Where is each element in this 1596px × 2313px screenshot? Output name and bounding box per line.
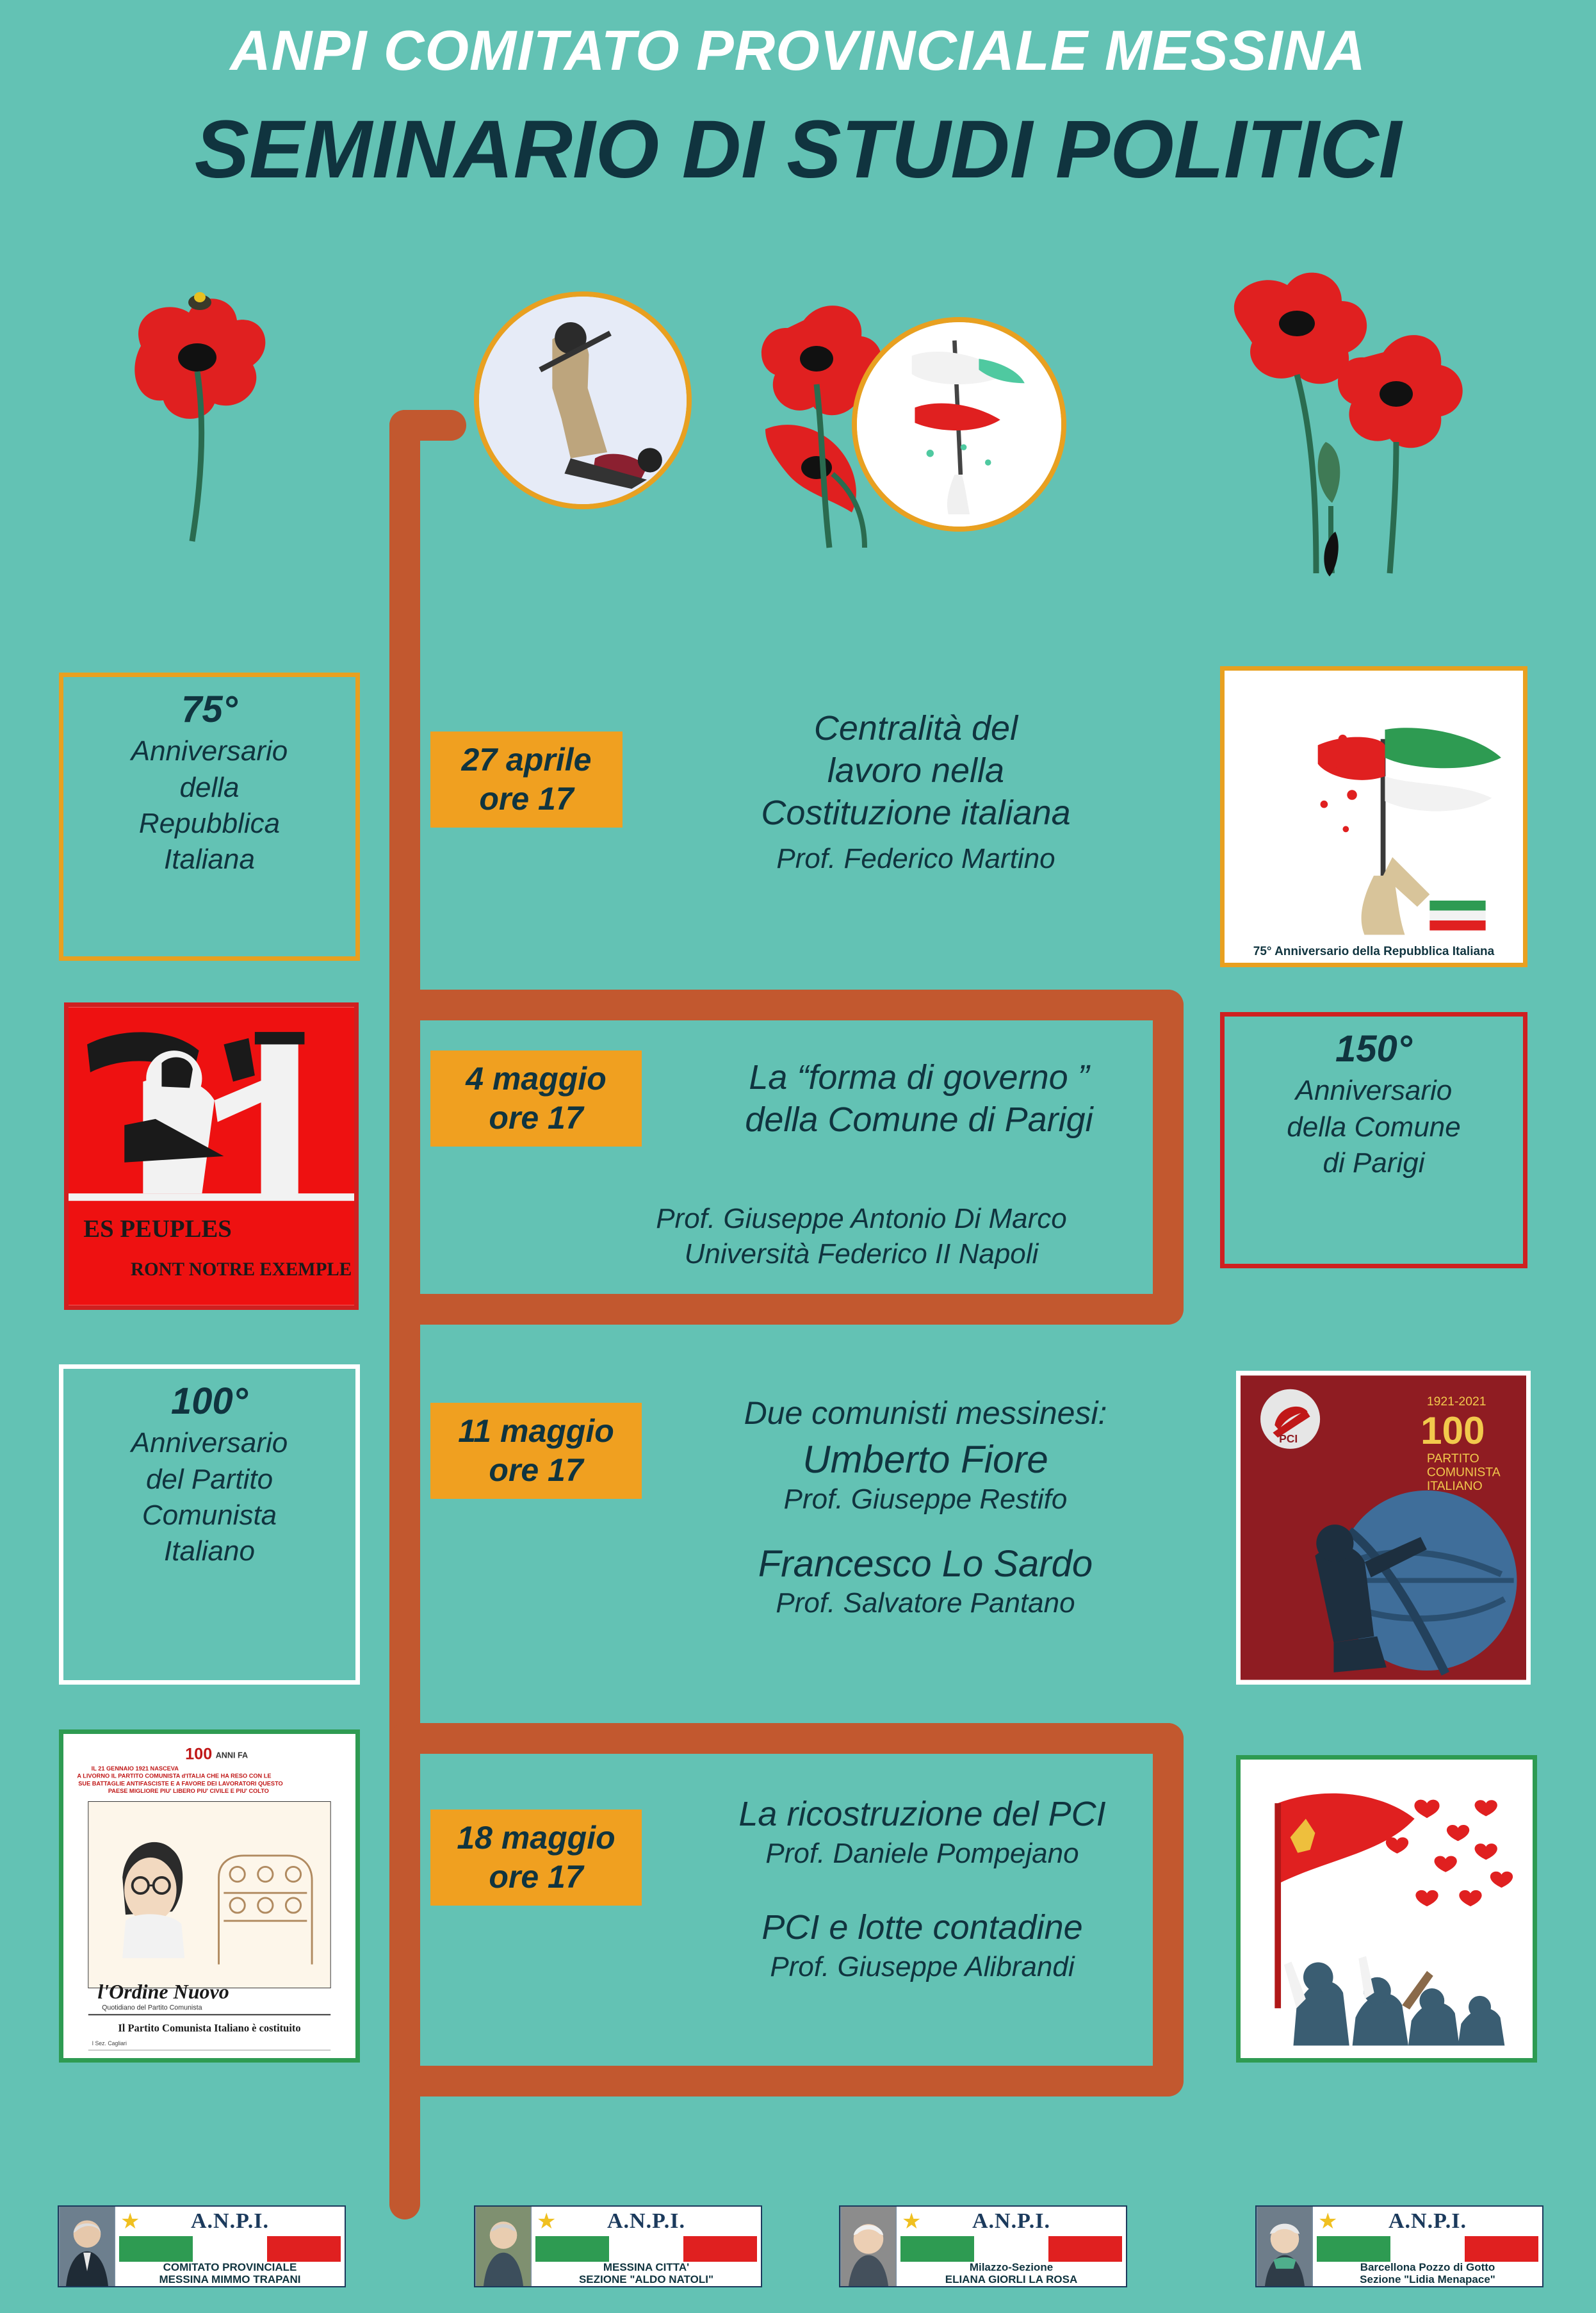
image-caption-republic: 75° Anniversario della Repubblica Italiana [1253,945,1495,958]
footer-logo-label [115,2261,345,2285]
anniversary-line: Repubblica [138,807,281,839]
svg-text:A LIVORNO IL PARTITO COMUNISTA: A LIVORNO IL PARTITO COMUNISTA d'ITALIA CHE HA RESO CON LE [77,1772,272,1779]
anniversary-number-100: 100° [171,1380,248,1422]
footer-logo-barcellona [1255,2205,1543,2287]
image-ordine-nuovo-newspaper [59,1729,360,2063]
session-speaker: Prof. Daniele Pompejano [765,1837,1079,1869]
pipe-vertical-main [389,410,420,2139]
image-flag-hearts [1236,1755,1537,2063]
footer-portrait [840,2207,897,2286]
session-speaker-affiliation: Università Federico II Napoli [684,1238,1039,1270]
pipe-bottom-stem [389,2066,420,2219]
session-text-2 [660,1057,1178,1141]
session-title-line: Costituzione italiana [761,793,1071,832]
footer-logo-label-line: COMITATO PROVINCIALE [163,2260,297,2273]
footer-logo-label-line: Milazzo-Sezione [969,2260,1054,2273]
svg-text:Il Partito Comunista Italiano: Il Partito Comunista Italiano è costituito [118,2022,301,2034]
footer-logo-milazzo [839,2205,1127,2287]
star-icon: ★ [902,2209,922,2234]
anniversary-line: della Comune [1287,1111,1461,1143]
footer-logo-label-line: MESSINA MIMMO TRAPANI [159,2273,301,2285]
svg-text:PARTITO: PARTITO [1426,1451,1479,1466]
anniversary-line: Anniversario [131,1427,288,1459]
anniversary-line: della [179,771,240,803]
svg-text:ANNI FA: ANNI FA [215,1751,248,1760]
svg-text:PCI: PCI [1279,1432,1298,1446]
anpi-emblem [897,2207,1126,2286]
page-title-organization: ANPI COMITATO PROVINCIALE MESSINA [230,19,1366,82]
session-date-chip-1 [430,731,623,828]
session-speaker-1: Prof. Giuseppe Restifo [783,1483,1068,1515]
footer-logo-comitato-provinciale [58,2205,346,2287]
svg-text:RONT NOTRE EXEMPLE: RONT NOTRE EXEMPLE [130,1259,352,1280]
session-time: ore 17 [489,1452,583,1488]
session-date: 27 aprile [461,742,592,778]
session-title-line: La “forma di governo ” [749,1058,1089,1097]
footer-logo-label-line: MESSINA CITTA' [603,2260,690,2273]
footer-logos-row [0,2205,1596,2301]
session-speaker-block-2 [538,1201,1185,1271]
svg-text:Quotidiano del Partito Comunis: Quotidiano del Partito Comunista [102,2004,202,2012]
session-time: ore 17 [489,1859,583,1895]
svg-text:1921-2021: 1921-2021 [1426,1394,1486,1409]
anniversary-box-150 [1220,1012,1527,1268]
session-person-2: Francesco Lo Sardo [758,1542,1093,1585]
page-title-main: SEMINARIO DI STUDI POLITICI [194,104,1402,195]
session-date: 11 maggio [458,1413,614,1449]
anpi-acronym: A.N.P.I. [607,2209,685,2233]
photo-flag-circle [852,317,1066,532]
session-speaker: Prof. Federico Martino [776,842,1055,874]
footer-logo-label-line: Sezione "Lidia Menapace" [1360,2273,1495,2285]
footer-logo-label-line: ELIANA GIORLI LA ROSA [945,2273,1078,2285]
anniversary-line: Anniversario [1295,1075,1453,1107]
anniversary-line: Italiana [164,844,255,876]
anpi-emblem [115,2207,345,2286]
pipe-row2-bottom [389,1294,1184,1325]
pipe-row4-bottom [389,2066,1184,2096]
anpi-acronym: A.N.P.I. [1388,2209,1467,2233]
svg-text:IL 21 GENNAIO 1921 NASCEVA: IL 21 GENNAIO 1921 NASCEVA [91,1765,179,1772]
anpi-emblem [1313,2207,1542,2286]
image-commune-poster [64,1002,359,1310]
svg-text:SUE BATTAGLIE ANTIFASCISTE E A: SUE BATTAGLIE ANTIFASCISTE E A FAVORE DEI LAVORATORI QUESTO [78,1780,283,1787]
footer-logo-label-line: SEZIONE "ALDO NATOLI" [578,2273,714,2285]
image-pci-centenary-poster [1236,1371,1531,1685]
pipe-row4-top [389,1723,1184,1754]
svg-text:ITALIANO: ITALIANO [1426,1478,1483,1493]
footer-portrait [475,2207,532,2286]
footer-portrait [1257,2207,1313,2286]
anniversary-line: Italiano [164,1535,255,1567]
star-icon: ★ [1318,2209,1338,2234]
session-title-line-2: PCI e lotte contadine [761,1908,1083,1947]
italian-flag-icon [1317,2236,1538,2262]
star-icon: ★ [120,2209,140,2234]
star-icon: ★ [537,2209,557,2234]
session-date: 4 maggio [466,1061,607,1097]
anpi-acronym: A.N.P.I. [972,2209,1050,2233]
footer-logo-label [532,2261,761,2285]
italian-flag-icon [900,2236,1122,2262]
session-title-line: La ricostruzione del PCI [738,1795,1106,1833]
session-title-line: Centralità del [813,709,1018,748]
svg-text:PAESE MIGLIORE PIU' LIBERO PIU: PAESE MIGLIORE PIU' LIBERO PIU' CIVILE E PIU' COLTO [108,1787,269,1794]
session-text-4 [660,1794,1185,1984]
svg-text:COMUNISTA: COMUNISTA [1426,1465,1501,1480]
session-time: ore 17 [489,1100,583,1136]
anniversary-box-100 [59,1364,360,1685]
poppy-flower-right [1204,256,1505,576]
session-date-chip-4 [430,1810,642,1906]
anniversary-line: del Partito [145,1463,273,1495]
svg-text:l'Ordine Nuovo: l'Ordine Nuovo [97,1980,229,2004]
pipe-top-elbow [389,410,466,441]
anniversary-number-75: 75° [181,689,238,730]
anniversary-number-150: 150° [1335,1028,1412,1070]
anniversary-line: di Parigi [1323,1147,1425,1179]
svg-text:I Sez. Cagliari: I Sez. Cagliari [92,2039,127,2047]
anpi-emblem [532,2207,761,2286]
session-speaker-2: Prof. Salvatore Pantano [776,1587,1075,1619]
session-title-line: Due comunisti messinesi: [744,1395,1107,1431]
footer-logo-label [897,2261,1126,2285]
anniversary-line: Comunista [142,1499,277,1531]
footer-portrait [59,2207,115,2286]
session-text-1 [647,708,1185,876]
session-text-3 [666,1393,1185,1621]
footer-logo-label [1313,2261,1542,2285]
session-date: 18 maggio [457,1820,615,1856]
svg-text:ES PEUPLES: ES PEUPLES [83,1215,232,1243]
italian-flag-icon [535,2236,757,2262]
session-time: ore 17 [479,781,574,817]
session-title-line: lavoro nella [827,751,1005,790]
svg-text:100: 100 [1421,1409,1485,1453]
italian-flag-icon [119,2236,341,2262]
session-date-chip-2 [430,1050,642,1147]
session-title-line: della Comune di Parigi [745,1100,1093,1139]
session-speaker: Prof. Giuseppe Antonio Di Marco [656,1203,1067,1234]
anniversary-line: Anniversario [131,735,288,767]
poppy-flower-left [115,275,301,544]
pipe-row2-top [389,990,1184,1020]
session-date-chip-3 [430,1403,642,1499]
svg-text:100: 100 [185,1745,213,1763]
image-republic-anniversary [1220,666,1527,967]
photo-partisan-circle [474,291,692,509]
pipe-row2-right [1153,990,1184,1323]
footer-logo-label-line: Barcellona Pozzo di Gotto [1360,2260,1495,2273]
anpi-acronym: A.N.P.I. [191,2209,269,2233]
footer-logo-messina-citta [474,2205,762,2287]
anniversary-box-75 [59,673,360,961]
session-speaker-2: Prof. Giuseppe Alibrandi [770,1950,1075,1982]
session-person-1: Umberto Fiore [802,1437,1048,1481]
